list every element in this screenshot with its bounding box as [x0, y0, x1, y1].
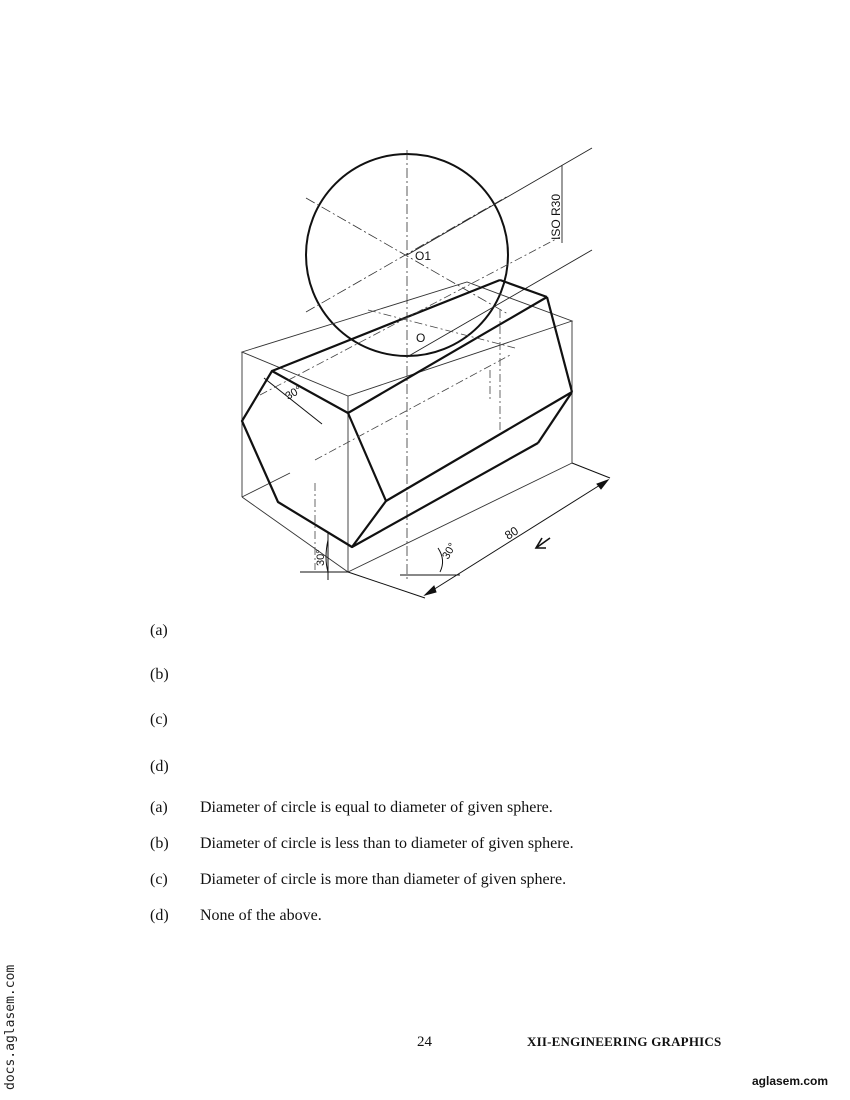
answer-option-b — [150, 835, 574, 853]
left-angle-label: 30° — [315, 549, 327, 566]
top-angle-dimension — [264, 378, 322, 424]
blank-option-c: (c) — [150, 711, 168, 728]
answer-option-c — [150, 871, 566, 889]
center-top-label: O1 — [415, 249, 432, 263]
brand-link[interactable]: aglasem.com — [752, 1074, 829, 1088]
answer-text: Diameter of circle is more than diameter of given sphere. — [200, 871, 567, 888]
center-label: O — [416, 331, 426, 345]
footer-title: XII-ENGINEERING GRAPHICS — [527, 1034, 722, 1049]
answer-text: Diameter of circle is equal to diameter of given sphere. — [200, 799, 553, 816]
isometric-drawing — [220, 140, 632, 602]
length-label: 80 — [502, 523, 521, 543]
blank-option-b: (b) — [150, 666, 169, 683]
length-dimension — [348, 463, 610, 598]
right-angle-label: 30° — [440, 541, 459, 562]
answer-text: None of the above. — [200, 907, 322, 924]
answer-label: (a) — [150, 799, 168, 816]
side-watermark-url: docs.aglasem.com — [3, 964, 18, 1090]
top-angle-label: 30° — [283, 383, 304, 403]
answer-option-a — [150, 799, 553, 817]
blank-option-a: (a) — [150, 622, 168, 639]
iso-radius-label: ISO R30 — [549, 193, 563, 240]
prism-center-lines — [260, 237, 560, 570]
view-arrow-icon — [536, 538, 550, 548]
answer-label: (d) — [150, 907, 169, 924]
blank-option-d: (d) — [150, 758, 169, 775]
page-number: 24 — [417, 1034, 432, 1050]
answer-text: Diameter of circle is less than to diameter of given sphere. — [200, 835, 574, 852]
answer-label: (c) — [150, 871, 168, 888]
answer-label: (b) — [150, 835, 169, 852]
answer-option-d — [150, 907, 322, 925]
